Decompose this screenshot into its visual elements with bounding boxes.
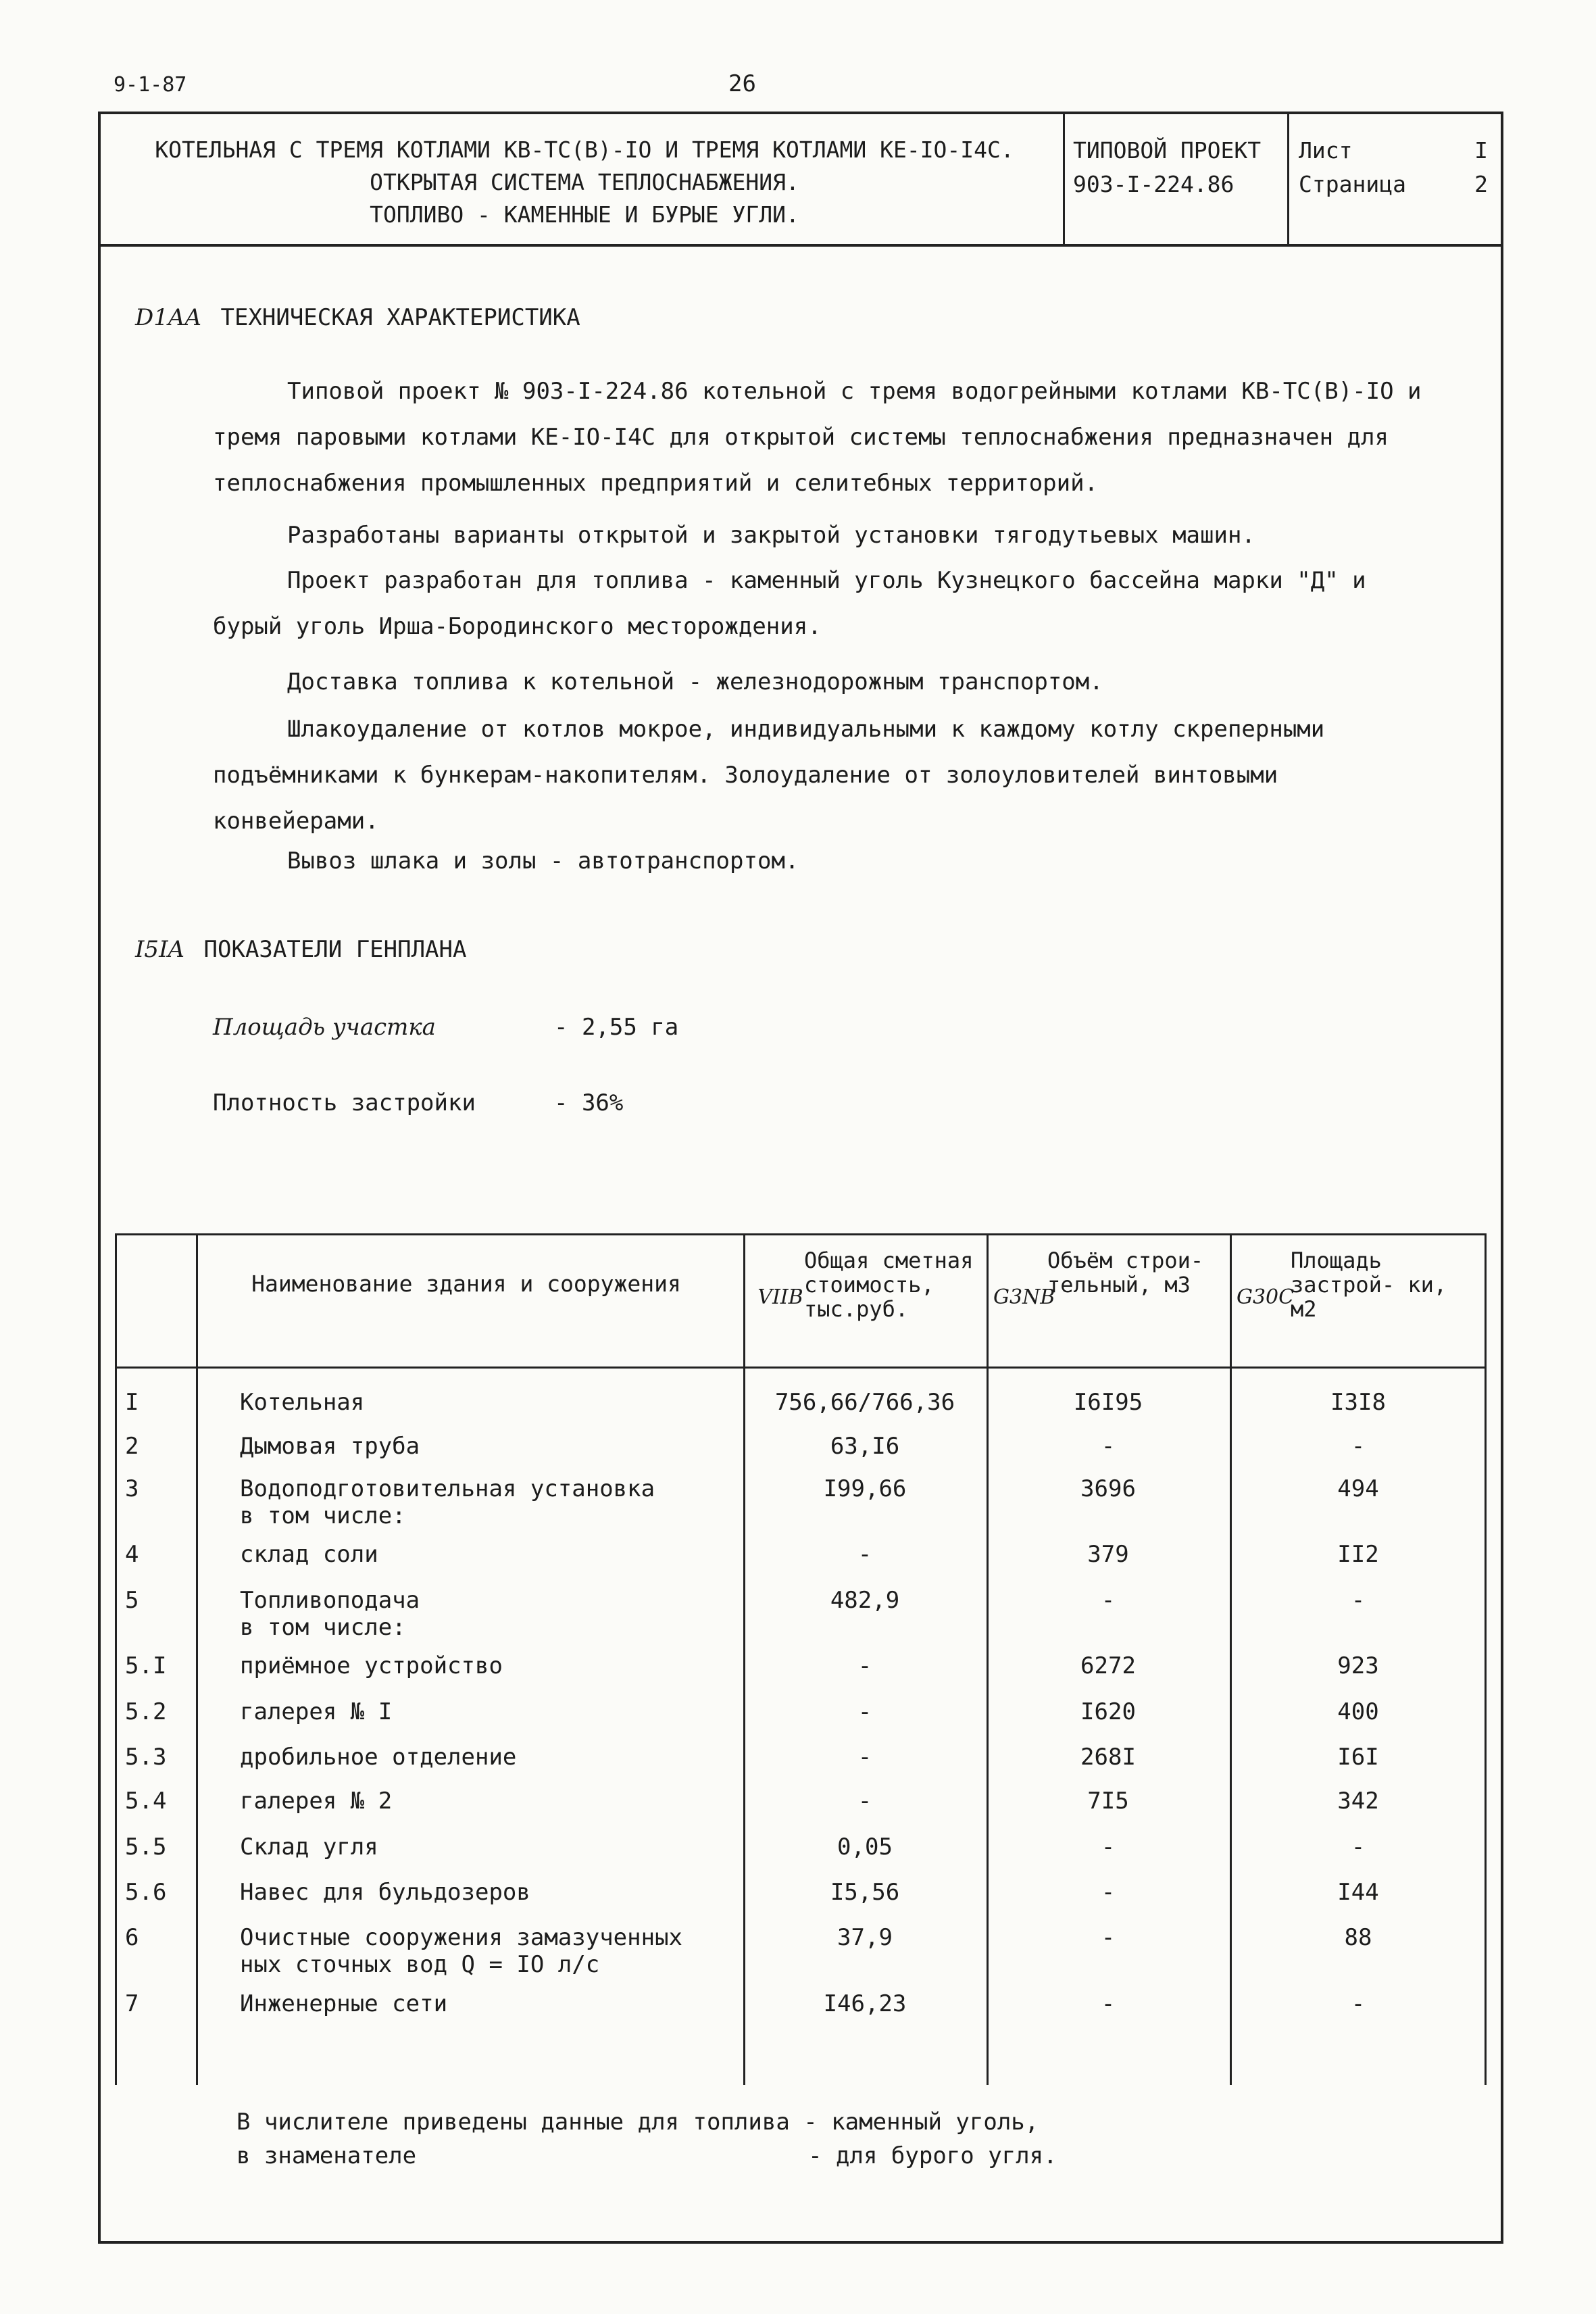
row-volume: -	[1101, 1879, 1116, 1906]
row-name: Водоподготовительная установка	[240, 1475, 655, 1502]
row-name: Дымовая труба	[240, 1433, 420, 1460]
row-name: Склад угля	[240, 1833, 378, 1861]
page-label: Страница	[1299, 171, 1406, 197]
row-volume: -	[1101, 1924, 1116, 1951]
project-info	[1073, 134, 1261, 201]
row-cost: I46,23	[823, 1990, 907, 2017]
row-cost: -	[857, 1541, 872, 1568]
sheet-value: I	[1474, 137, 1488, 164]
table-border-left	[115, 1233, 117, 2085]
metric-site-area-value: - 2,55 га	[554, 1014, 679, 1041]
row-volume: 3696	[1080, 1475, 1136, 1502]
header-area: Площадь застрой- ки, м2	[1291, 1248, 1447, 1322]
document-code: 9-1-87	[114, 73, 187, 97]
section-technical-characteristics-heading	[135, 304, 580, 331]
title-line: ОТКРЫТАЯ СИСТЕМА ТЕПЛОСНАБЖЕНИЯ.	[370, 169, 799, 195]
row-name: Топливоподача	[240, 1587, 420, 1614]
row-area: I44	[1337, 1879, 1379, 1906]
page-value: 2	[1474, 171, 1488, 197]
header-volume-code: G3NB	[993, 1285, 1055, 1309]
row-name-continued: в том числе:	[240, 1614, 406, 1641]
row-number: 6	[125, 1924, 139, 1951]
paragraph: Типовой проект № 903-I-224.86 котельной с тремя водогрейными котлами КВ-ТС(В)-IO и тремя паровыми котлами КЕ-IO-I4C для открытой системы теплоснабжения предназначен для теплоснабжения промышленных предприятий и селитебных территорий.	[213, 378, 1422, 497]
document-title	[108, 134, 1061, 231]
col-divider	[1230, 1233, 1232, 2085]
row-name: Навес для бульдозеров	[240, 1879, 530, 1906]
header-cost-code: VIIB	[757, 1285, 803, 1309]
row-cost: 482,9	[830, 1587, 900, 1614]
row-volume: 268I	[1080, 1744, 1136, 1771]
row-name-continued: в том числе:	[240, 1502, 406, 1529]
row-number: 3	[125, 1475, 139, 1502]
row-volume: -	[1101, 1833, 1116, 1861]
row-name: Котельная	[240, 1389, 365, 1416]
header-name: Наименование здания и сооружения	[251, 1271, 681, 1297]
paragraph: Проект разработан для топлива - каменный уголь Кузнецкого бассейна марки "Д" и бурый уголь Ирша-Бородинского месторождения.	[213, 567, 1366, 640]
table-note	[236, 2105, 1057, 2173]
sheet-label: Лист	[1299, 137, 1353, 164]
row-name: приёмное устройство	[240, 1652, 503, 1679]
row-name: склад соли	[240, 1541, 378, 1568]
row-number: 5.6	[125, 1879, 167, 1906]
row-number: 5.5	[125, 1833, 167, 1861]
row-name: Очистные сооружения замазученных	[240, 1924, 683, 1951]
col-divider	[743, 1233, 745, 2085]
row-number: 5.I	[125, 1652, 167, 1679]
row-cost: I99,66	[823, 1475, 907, 1502]
header-area-code: G30C	[1237, 1285, 1295, 1309]
row-number: 7	[125, 1990, 139, 2017]
paragraph: Доставка топлива к котельной - железнодорожным транспортом.	[287, 668, 1103, 695]
row-area: 923	[1337, 1652, 1379, 1679]
row-area: -	[1351, 1433, 1366, 1460]
buildings-table	[115, 1233, 1487, 2085]
row-area: I3I8	[1330, 1389, 1386, 1416]
table-border-right	[1485, 1233, 1487, 2085]
row-cost: -	[857, 1744, 872, 1771]
paragraph: Разработаны варианты открытой и закрытой установки тягодутьевых машин.	[287, 522, 1255, 549]
row-area: -	[1351, 1990, 1366, 2017]
col-divider	[196, 1233, 198, 2085]
row-volume: I620	[1080, 1698, 1136, 1725]
metric-building-density-value: - 36%	[554, 1089, 624, 1116]
title-block-divider	[1063, 112, 1065, 247]
row-volume: 379	[1087, 1541, 1129, 1568]
row-cost: 63,I6	[830, 1433, 900, 1460]
row-volume: -	[1101, 1990, 1116, 2017]
section-code: D1AA	[135, 304, 201, 331]
row-volume: 6272	[1080, 1652, 1136, 1679]
row-number: 5.2	[125, 1698, 167, 1725]
row-name: Инженерные сети	[240, 1990, 448, 2017]
row-volume: -	[1101, 1587, 1116, 1614]
sheet-info	[1299, 134, 1488, 201]
row-cost: -	[857, 1788, 872, 1815]
metric-label: Плотность застройки	[213, 1089, 476, 1116]
row-cost: -	[857, 1652, 872, 1679]
row-number: 2	[125, 1433, 139, 1460]
section-title: ПОКАЗАТЕЛИ ГЕНПЛАНА	[203, 936, 467, 963]
header-cost: Общая сметная стоимость, тыс.руб.	[804, 1248, 974, 1322]
note-line: - для бурого угля.	[808, 2142, 1057, 2169]
row-cost: 37,9	[837, 1924, 893, 1951]
paragraph: Вывоз шлака и золы - автотранспортом.	[287, 847, 799, 875]
title-line: ТОПЛИВО - КАМЕННЫЕ И БУРЫЕ УГЛИ.	[370, 201, 799, 228]
row-area: 88	[1344, 1924, 1372, 1951]
row-volume: I6I95	[1073, 1389, 1143, 1416]
note-line: В числителе приведены данные для топлива - каменный уголь,	[236, 2109, 1039, 2136]
project-number: 903-I-224.86	[1073, 171, 1235, 197]
row-name: галерея № I	[240, 1698, 393, 1725]
row-area: 400	[1337, 1698, 1379, 1725]
paragraph: Шлакоудаление от котлов мокрое, индивидуальными к каждому котлу скреперными подъёмниками к бункерам-накопителям. Золоудаление от золоуловителей винтовыми конвейерами.	[213, 716, 1325, 835]
row-number: 5.3	[125, 1744, 167, 1771]
row-name: дробильное отделение	[240, 1744, 517, 1771]
row-cost: 0,05	[837, 1833, 893, 1861]
row-area: 342	[1337, 1788, 1379, 1815]
note-line: в знаменателе	[236, 2142, 417, 2169]
row-area: II2	[1337, 1541, 1379, 1568]
row-cost: I5,56	[830, 1879, 900, 1906]
row-volume: 7I5	[1087, 1788, 1129, 1815]
row-name: галерея № 2	[240, 1788, 393, 1815]
row-number: 4	[125, 1541, 139, 1568]
row-area: -	[1351, 1833, 1366, 1861]
row-number: 5.4	[125, 1788, 167, 1815]
header-volume: Объём строи- тельный, м3	[1047, 1248, 1204, 1298]
title-block-divider	[1287, 112, 1289, 247]
row-cost: -	[857, 1698, 872, 1725]
section-general-plan-heading	[135, 936, 466, 963]
row-volume: -	[1101, 1433, 1116, 1460]
metric-site-area	[213, 1014, 436, 1041]
metric-building-density	[213, 1089, 476, 1116]
row-name-continued: ных сточных вод Q = IO л/с	[240, 1951, 600, 1978]
row-cost: 756,66/766,36	[774, 1389, 955, 1416]
project-label: ТИПОВОЙ ПРОЕКТ	[1073, 137, 1262, 164]
row-area: -	[1351, 1587, 1366, 1614]
title-line: КОТЕЛЬНАЯ С ТРЕМЯ КОТЛАМИ КВ-ТС(В)-IO И ТРЕМЯ КОТЛАМИ КЕ-IO-I4C.	[155, 137, 1014, 163]
row-area: I6I	[1337, 1744, 1379, 1771]
row-number: 5	[125, 1587, 139, 1614]
page-number: 26	[728, 70, 756, 97]
col-divider	[987, 1233, 989, 2085]
metric-label: Площадь участка	[213, 1014, 436, 1041]
row-number: I	[125, 1389, 139, 1416]
section-title: ТЕХНИЧЕСКАЯ ХАРАКТЕРИСТИКА	[220, 304, 580, 331]
row-area: 494	[1337, 1475, 1379, 1502]
section-code: I5IA	[135, 936, 185, 963]
